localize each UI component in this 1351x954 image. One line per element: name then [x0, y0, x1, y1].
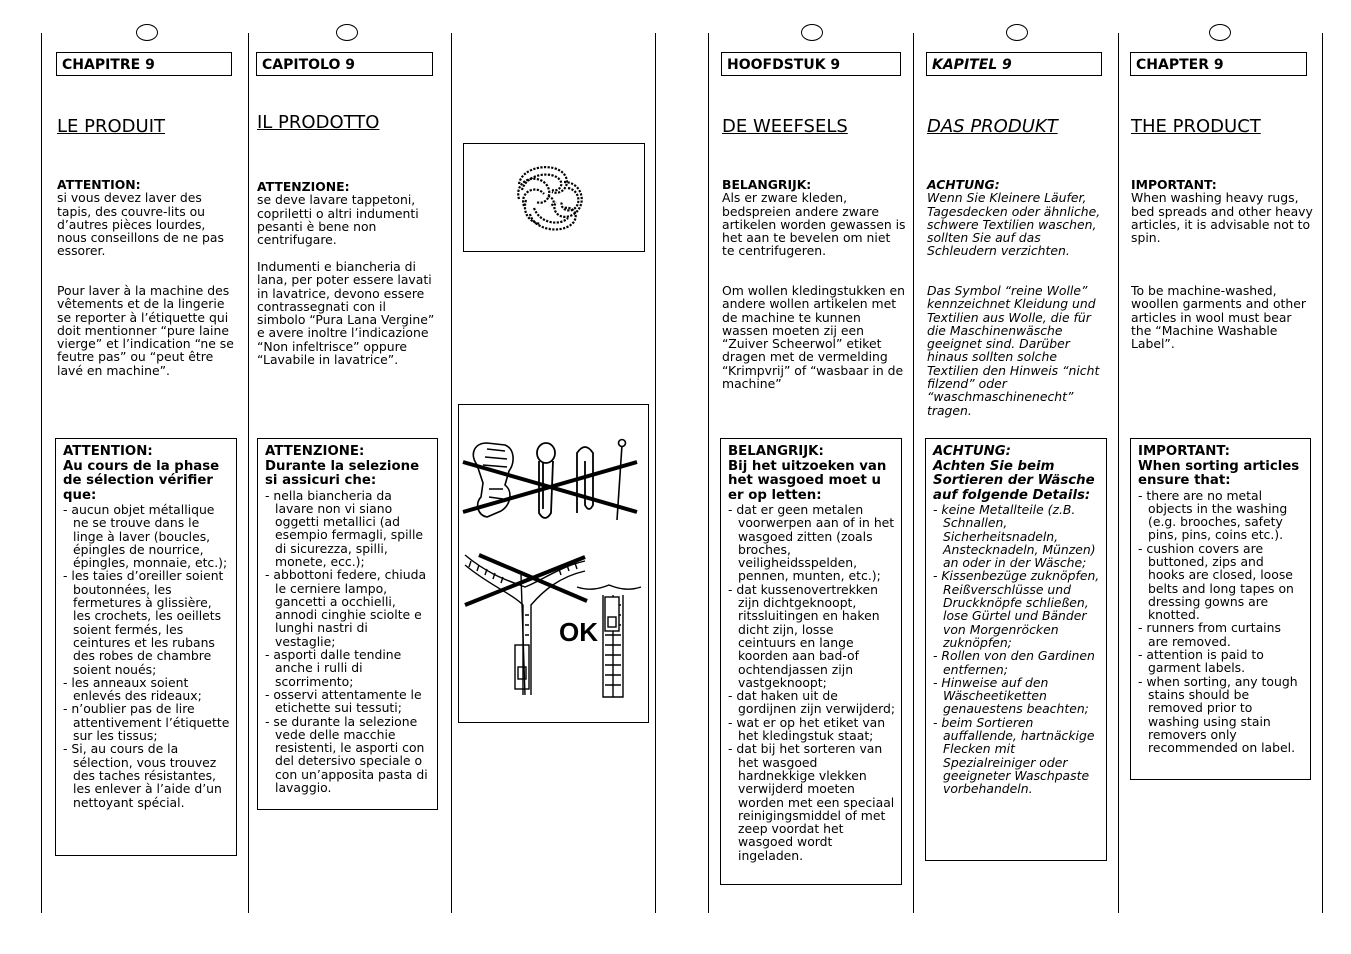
paragraph-nl: Om wollen kledingstukken en andere wollen artikelen met de machine te kunnen wassen moeten zij een “Zuiver Scheerwol” etiket dragen met de vermelding “Krimpvrij” of “wasbaar in de machine”	[722, 283, 906, 392]
divider	[708, 33, 709, 913]
attention-box-it	[257, 438, 438, 810]
warning-body: se deve lavare tappetoni, copriletti o altri indumenti pesanti è bene non centrifugare.	[257, 192, 419, 248]
list-item: - n’oublier pas de lire attentivement l’étiquette sur les tissus;	[63, 701, 230, 744]
warning-head: ATTENTION:	[57, 177, 141, 192]
punch-hole-marker	[801, 24, 823, 41]
punch-hole-marker	[336, 24, 358, 41]
list-item: - Rollen von den Gardinen entfernen;	[933, 648, 1095, 677]
box-subhead: Durante la selezione si assicuri che:	[265, 458, 420, 488]
divider	[451, 33, 452, 913]
warning-head: ACHTUNG:	[927, 177, 1000, 192]
warning-head: BELANGRIJK:	[722, 177, 812, 192]
list-item: - keine Metallteile (z.B. Schnallen, Sicherheitsnadeln, Anstecknadeln, Münzen) an oder in der Wäsche;	[933, 502, 1096, 571]
attention-box-de	[925, 438, 1107, 861]
box-head: ATTENZIONE:	[265, 444, 365, 459]
paragraph-en: To be machine-washed, woollen garments and other articles in wool must bear the “Machine Washable Label”.	[1131, 283, 1306, 352]
list-item: - osservi attentamente le etichette sui tessuti;	[265, 686, 422, 716]
list-item: - abbottoni federe, chiuda le cerniere lampo, gancetti a occhielli, annodi cinghie sciolte e lunghi nastri di vestaglie;	[265, 567, 427, 649]
warning-body: si vous devez laver des tapis, des couvre-lits ou d’autres pièces lourdes, nous conseillons de ne pas essorer.	[57, 190, 224, 259]
attention-box-nl	[720, 438, 902, 885]
punch-hole-marker	[1006, 24, 1028, 41]
box-subhead: Achten Sie beim Sortieren der Wäsche auf folgende Details:	[933, 458, 1095, 503]
box-head: IMPORTANT:	[1138, 444, 1230, 459]
warning-note-fr	[57, 178, 237, 258]
punch-hole-marker	[136, 24, 158, 41]
items-to-check-figure	[458, 404, 649, 723]
warning-note-nl	[722, 178, 906, 258]
list-item: - there are no metal objects in the washing (e.g. brooches, safety pins, pins, coins etc.).	[1138, 487, 1288, 543]
paragraph-it: Indumenti e biancheria di lana, per poter essere lavati in lavatrice, devono essere contrassegnati con il simbolo “Pura Lana Vergine” e avere inoltre l’indicazione “Non infeltrisce” oppure “Lavabile in lavatrice”.	[257, 259, 435, 368]
chapter-heading-de: KAPITEL 9	[926, 52, 1102, 76]
chapter-heading-nl: HOOFDSTUK 9	[721, 52, 901, 76]
chapter-heading-en: CHAPTER 9	[1130, 52, 1307, 76]
box-head: BELANGRIJK:	[728, 444, 824, 459]
list-item: - beim Sortieren auffallende, hartnäckige Flecken mit Spezialreiniger oder geeigneter Waschpaste vorbehandeln.	[933, 714, 1095, 797]
chapter-heading-fr: CHAPITRE 9	[56, 52, 232, 76]
list-item: - nella biancheria da lavare non vi siano oggetti metallici (ad esempio fermagli, spille di sicurezza, spilli, monete, ecc.);	[265, 487, 424, 569]
divider	[655, 33, 656, 913]
paragraph-de: Das Symbol “reine Wolle” kennzeichnet Kleidung und Textilien aus Wolle, die für die Maschinenwäsche geeignet sind. Darüber hinaus sollten solche Textilien den Hinweis “nicht filzend” oder “waschmaschinenecht” tragen.	[927, 283, 1100, 418]
list-item: - Si, au cours de la sélection, vous trouvez des taches résistantes, les enlever à l’aide d’un nettoyant spécial.	[63, 741, 222, 810]
wool-symbol-figure	[463, 143, 645, 252]
divider	[248, 33, 249, 913]
wool-mark-icon	[464, 144, 644, 251]
warning-head: ATTENZIONE:	[257, 179, 350, 194]
section-title-en: THE PRODUCT	[1131, 116, 1261, 137]
list-item: - attention is paid to garment labels.	[1138, 647, 1264, 676]
paragraph-fr: Pour laver à la machine des vêtements et de la lingerie se reporter à l’étiquette qui doit mentionner “pure laine vierge” et l’indication “ne se feutre pas” ou “peut être lavé en machine”.	[57, 283, 234, 378]
list-item: - wat er op het etiket van het kledingstuk staat;	[728, 714, 886, 744]
list-item: - se durante la selezione vede delle macchie resistenti, le asporti con del detersivo speciale o con un’apposita pasta di lavaggio.	[265, 713, 428, 796]
warning-body: Als er zware kleden, bedspreien andere zware artikelen worden gewassen is het aan te bevelen om niet te centrifugeren.	[722, 190, 906, 259]
list-item: - when sorting, any tough stains should be removed prior to washing using stain removers only recommended on label.	[1138, 673, 1298, 756]
attention-box-fr	[55, 438, 237, 856]
list-item: - Kissenbezüge zuknöpfen, Reißverschlüsse und Druckknöpfe schließen, lose Gürtel und Bänder von Morgenröcken zuknöpfen;	[933, 568, 1100, 650]
box-subhead: Bij het uitzoeken van het wasgoed moet u er op letten:	[728, 458, 887, 503]
list-item: - asporti dalle tendine anche i rulli di scorrimento;	[265, 647, 402, 689]
section-title-fr: LE PRODUIT	[57, 116, 165, 137]
list-item: - Hinweise auf den Wäscheetiketten genauestens beachten;	[933, 674, 1089, 717]
list-item: - cushion covers are buttoned, zips and hooks are closed, loose belts and long tapes on dressing gowns are knotted.	[1138, 540, 1294, 623]
list-item: - dat haken uit de gordijnen zijn verwijderd;	[728, 688, 895, 717]
divider	[1118, 33, 1119, 913]
warning-note-de	[927, 178, 1111, 258]
divider	[1322, 33, 1323, 913]
cross-out-line	[465, 557, 585, 605]
safety-pin-icon	[537, 443, 555, 518]
ok-label: OK	[559, 617, 598, 647]
list-item: - aucun objet métallique ne se trouve dans le linge à laver (boucles, épingles de nourrice, épingles, monnaie, etc.);	[63, 502, 228, 571]
warning-note-it	[257, 180, 437, 246]
box-subhead: When sorting articles ensure that:	[1138, 458, 1300, 488]
box-head: ACHTUNG:	[933, 444, 1011, 459]
box-head: ATTENTION:	[63, 444, 153, 459]
list-item: - dat kussenovertrekken zijn dichtgeknoopt, ritssluitingen en haken dicht zijn, losse ceintuurs en lange koorden aan bad-of ochtendjassen zijn vastgeknoopt;	[728, 581, 880, 690]
warning-body: When washing heavy rugs, bed spreads and other heavy articles, it is advisable not to spin.	[1131, 190, 1313, 246]
illustration	[459, 405, 648, 722]
chapter-heading-it: CAPITOLO 9	[256, 52, 433, 76]
attention-box-en	[1130, 438, 1311, 780]
section-title-nl: DE WEEFSELS	[722, 116, 848, 137]
list-item: - runners from curtains are removed.	[1138, 620, 1281, 649]
warning-note-en	[1131, 178, 1313, 244]
list-item: - les anneaux soient enlevés des rideaux;	[63, 674, 202, 704]
divider	[913, 33, 914, 913]
punch-hole-marker	[1209, 24, 1231, 41]
box-subhead: Au cours de la phase de sélection vérifier que:	[63, 458, 220, 503]
section-title-de: DAS PRODUKT	[927, 116, 1058, 137]
divider	[41, 33, 42, 913]
warning-head: IMPORTANT:	[1131, 177, 1217, 192]
list-item: - dat bij het sorteren van het wasgoed hardnekkige vlekken verwijderd moeten worden met een speciaal reinigingsmiddel of met zeep voordat het wasgoed wordt ingeladen.	[728, 741, 895, 863]
list-item: - dat er geen metalen voorwerpen aan of in het wasgoed zitten (zoals broches, veiligheidsspelden, pennen, munten, etc.);	[728, 502, 895, 584]
list-item: - les taies d’oreiller soient boutonnées, les fermetures à glissière, les crochets, les oeillets soient fermés, les ceintures et les rubans des robes de chambre soient noués;	[63, 568, 224, 677]
section-title-it: IL PRODOTTO	[257, 112, 380, 133]
warning-body: Wenn Sie Kleinere Läufer, Tagesdecken oder ähnliche, schwere Textilien waschen, sollten Sie auf das Schleudern verzichten.	[927, 190, 1101, 259]
